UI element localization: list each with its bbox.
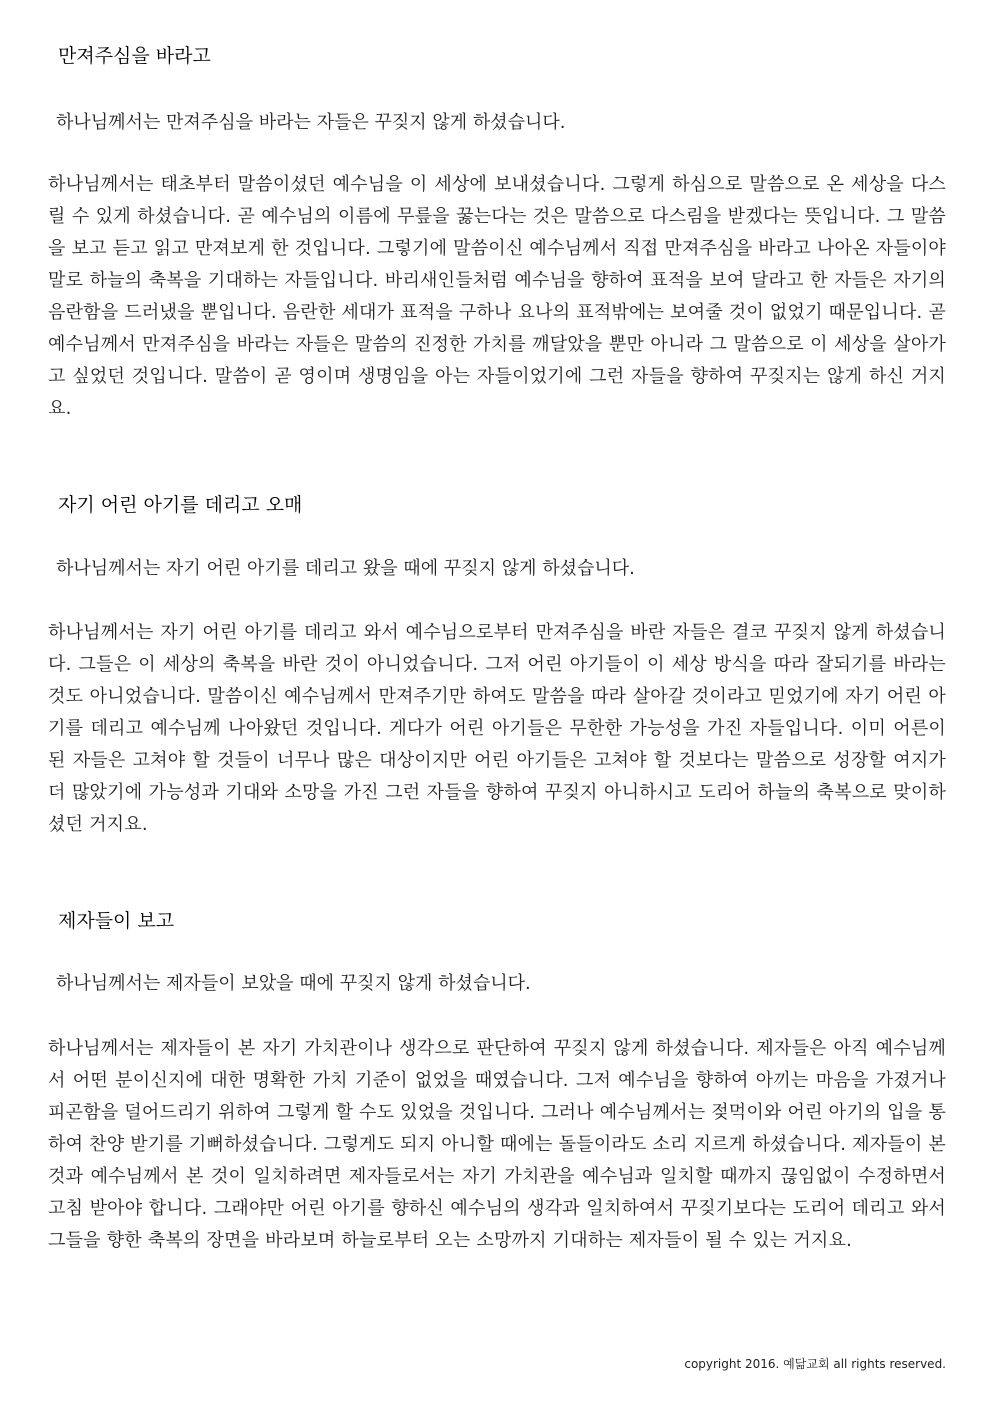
section-body: 하나님께서는 제자들이 본 자기 가치관이나 생각으로 판단하여 꾸짖지 않게 하셨습니다. 제자들은 아직 예수님께서 어떤 분이신지에 대한 명확한 가치 기준이 없었을 때였습니다. 그저 예수님을 향하여 아끼는 마음을 가졌거나 피곤함을 덜어드리기 위하여 그렇게 할 수도 있었을 것입니다. 그러나 예수님께서는 젖먹이와 어린 아기의 입을 통하여 찬양 받기를 기뻐하셨습니다. 그렇게도 되지 아니할 때에는 돌들이라도 소리 지르게 하셨습니다. 제자들이 본 것과 예수님께서 본 것이 일치하려면 제자들로서는 자기 가치관을 예수님과 일치할 때까지 끊임없이 수정하면서 고침 받아야 합니다. 그래야만 어린 아기를 향하신 예수님의 생각과 일치하여서 꾸짖기보다는 도리어 데리고 와서 그들을 향한 축복의 장면을 바라보며 하늘로부터 오는 소망까지 기대하는 제자들이 될 수 있는 거지요.	[48, 1038, 946, 1251]
section-summary: 하나님께서는 만져주심을 바라는 자들은 꾸짖지 않게 하셨습니다.	[56, 112, 566, 133]
section-summary: 하나님께서는 자기 어린 아기를 데리고 왔을 때에 꾸짖지 않게 하셨습니다.	[56, 558, 635, 579]
section-heading: 제자들이 보고	[58, 910, 175, 932]
section-body: 하나님께서는 태초부터 말씀이셨던 예수님을 이 세상에 보내셨습니다. 그렇게 하심으로 말씀으로 온 세상을 다스릴 수 있게 하셨습니다. 곧 예수님의 이름에 무릎을 꿇는다는 것은 말씀으로 다스림을 받겠다는 뜻입니다. 그 말씀을 보고 듣고 읽고 만져보게 한 것입니다. 그렇기에 말씀이신 예수님께서 직접 만져주심을 바라고 나아온 자들이야말로 하늘의 축복을 기대하는 자들입니다. 바리새인들처럼 예수님을 향하여 표적을 보여 달라고 한 자들은 자기의 음란함을 드러냈을 뿐입니다. 음란한 세대가 표적을 구하나 요나의 표적밖에는 보여줄 것이 없었기 때문입니다. 곧 예수님께서 만져주심을 바라는 자들은 말씀의 진정한 가치를 깨달았을 뿐만 아니라 그 말씀으로 이 세상을 살아가고 싶었던 것입니다. 말씀이 곧 영이며 생명임을 아는 자들이었기에 그런 자들을 향하여 꾸짖지는 않게 하신 거지요.	[48, 174, 946, 419]
section-body: 하나님께서는 자기 어린 아기를 데리고 와서 예수님으로부터 만져주심을 바란 자들은 결코 꾸짖지 않게 하셨습니다. 그들은 이 세상의 축복을 바란 것이 아니었습니다. 그저 어린 아기들이 이 세상 방식을 따라 잘되기를 바라는 것도 아니었습니다. 말씀이신 예수님께서 만져주기만 하여도 말씀을 따라 살아갈 것이라고 믿었기에 자기 어린 아기를 데리고 예수님께 나아왔던 것입니다. 게다가 어린 아기들은 무한한 가능성을 가진 자들입니다. 이미 어른이 된 자들은 고쳐야 할 것들이 너무나 많은 대상이지만 어린 아기들은 고쳐야 할 것보다는 말씀으로 성장할 여지가 더 많았기에 가능성과 기대와 소망을 가진 그런 자들을 향하여 꾸짖지 아니하시고 도리어 하늘의 축복으로 맞이하셨던 거지요.	[48, 622, 946, 835]
section-heading: 자기 어린 아기를 데리고 오매	[58, 494, 303, 516]
section-summary: 하나님께서는 제자들이 보았을 때에 꾸짖지 않게 하셨습니다.	[56, 973, 531, 994]
copyright-footer: copyright 2016. 예닮교회 all rights reserved.	[684, 1357, 946, 1371]
section-heading: 만져주심을 바라고	[58, 45, 211, 67]
